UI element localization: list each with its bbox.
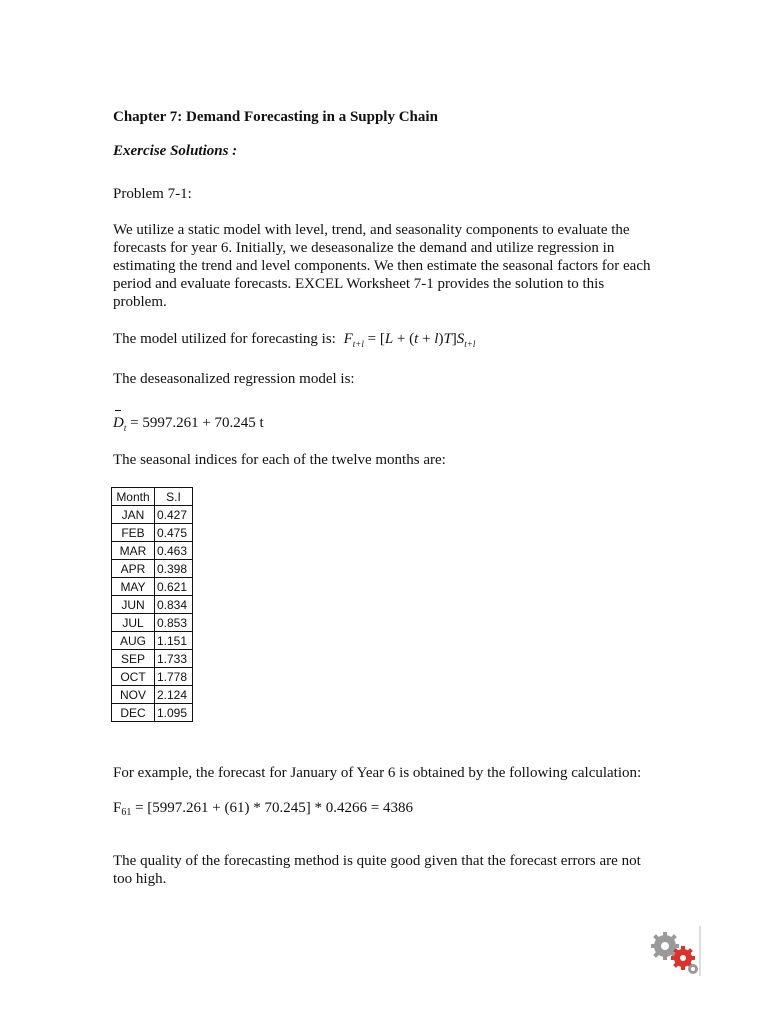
formula-trend: T xyxy=(443,331,452,347)
regression-intro: The deseasonalized regression model is: xyxy=(113,371,355,387)
example-intro: For example, the forecast for January of Year 6 is obtained by the following calculation: xyxy=(113,765,642,781)
example-f: F xyxy=(113,800,122,816)
si-cell: 0.853 xyxy=(155,614,193,632)
indices-intro: The seasonal indices for each of the twelve months are: xyxy=(113,452,446,468)
formula-t: t xyxy=(414,331,419,347)
month-cell: OCT xyxy=(112,668,155,686)
formula-close: ) xyxy=(438,331,444,347)
table-row xyxy=(112,650,193,668)
si-cell: 0.398 xyxy=(155,560,193,578)
regression-formula xyxy=(113,414,264,433)
table-row xyxy=(112,506,193,524)
month-cell: SEP xyxy=(112,650,155,668)
table-row xyxy=(112,596,193,614)
si-cell: 0.475 xyxy=(155,524,193,542)
model-line xyxy=(113,330,475,349)
section-title: Exercise Solutions : xyxy=(113,143,238,159)
problem-label: Problem 7-1: xyxy=(113,186,192,202)
month-cell: AUG xyxy=(112,632,155,650)
formula-close2: ] xyxy=(451,331,457,347)
header-month: Month xyxy=(112,488,155,506)
table-row xyxy=(112,632,193,650)
example-rhs: = [5997.261 + (61) * 70.245] * 0.4266 = 4386 xyxy=(131,800,413,816)
seasonal-index-table xyxy=(111,487,193,722)
month-cell: JAN xyxy=(112,506,155,524)
conclusion: The quality of the forecasting method is quite good given that the forecast errors are not too high. xyxy=(113,853,641,887)
formula-f: F xyxy=(343,331,353,347)
table-row xyxy=(112,578,193,596)
table-row xyxy=(112,614,193,632)
formula-l-level: L xyxy=(384,331,394,347)
table-row xyxy=(112,524,193,542)
si-cell: 1.778 xyxy=(155,668,193,686)
formula-s: S xyxy=(456,331,465,347)
table-row xyxy=(112,686,193,704)
formula-plus2: + xyxy=(418,331,435,347)
si-cell: 1.733 xyxy=(155,650,193,668)
month-cell: NOV xyxy=(112,686,155,704)
intro-paragraph: We utilize a static model with level, trend, and seasonality components to evaluate the forecasts for year 6. Initially, we deseasonalize the demand and utilize regression in estimating the trend and level components. We then estimate the seasonal factors for each period and evaluate forecasts. EXCEL Worksheet 7-1 provides the solution to this problem. xyxy=(113,222,651,310)
si-cell: 0.621 xyxy=(155,578,193,596)
si-cell: 1.095 xyxy=(155,704,193,722)
table-row xyxy=(112,542,193,560)
table-row xyxy=(112,704,193,722)
formula-open: = [ xyxy=(363,331,385,347)
month-cell: JUL xyxy=(112,614,155,632)
formula-plus: + ( xyxy=(393,331,415,347)
table-row xyxy=(112,560,193,578)
gears-logo-icon xyxy=(647,926,703,976)
month-cell: JUN xyxy=(112,596,155,614)
example-calc xyxy=(113,799,413,819)
month-cell: MAR xyxy=(112,542,155,560)
month-cell: MAY xyxy=(112,578,155,596)
example-f-sub: 61 xyxy=(121,807,132,818)
formula-s-sub: t+l xyxy=(464,339,476,349)
table-row xyxy=(112,668,193,686)
si-cell: 0.463 xyxy=(155,542,193,560)
si-cell: 1.151 xyxy=(155,632,193,650)
formula-f-sub: t+l xyxy=(352,339,364,349)
regression-d-sub: t xyxy=(123,423,127,433)
si-cell: 2.124 xyxy=(155,686,193,704)
regression-rhs: = 5997.261 + 70.245 t xyxy=(126,415,264,431)
table-header-row xyxy=(112,488,193,506)
month-cell: DEC xyxy=(112,704,155,722)
chapter-title: Chapter 7: Demand Forecasting in a Supply Chain xyxy=(113,109,438,125)
header-si: S.I xyxy=(155,488,193,506)
month-cell: FEB xyxy=(112,524,155,542)
model-formula xyxy=(344,331,476,347)
si-cell: 0.834 xyxy=(155,596,193,614)
model-intro: The model utilized for forecasting is: xyxy=(113,331,336,347)
month-cell: APR xyxy=(112,560,155,578)
regression-d: D xyxy=(113,415,124,431)
formula-l: l xyxy=(434,331,439,347)
si-cell: 0.427 xyxy=(155,506,193,524)
